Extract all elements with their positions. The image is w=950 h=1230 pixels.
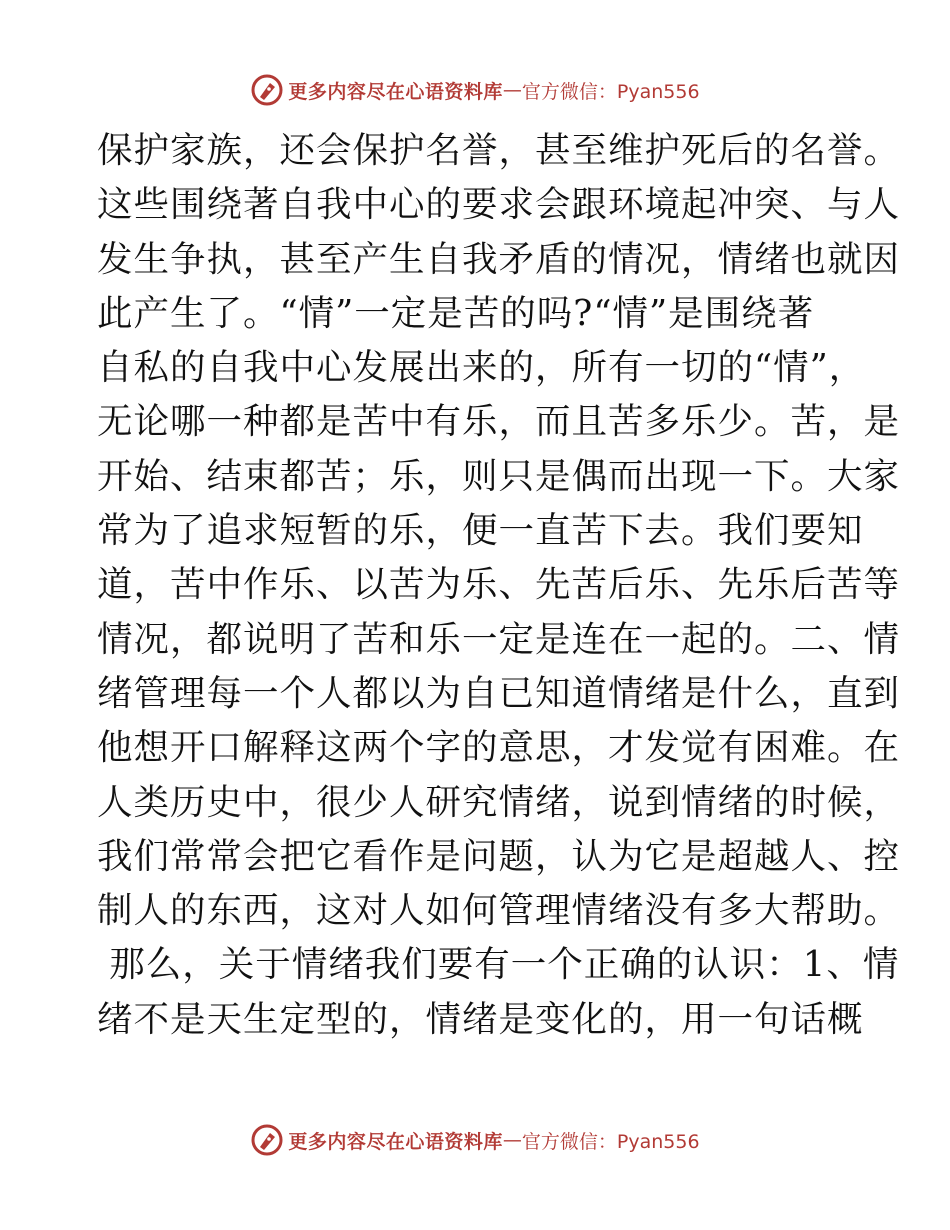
footer-wechat-text: 官方微信：Pyan556 [521, 1130, 700, 1153]
footer-brand-text: 更多内容尽在心语资料库 [288, 1130, 503, 1153]
text-line: 制人的东西，这对人如何管理情绪没有多大帮助。 [97, 890, 901, 932]
text-line: 保护家族，还会保护名誉，甚至维护死后的名誉。 [97, 130, 901, 171]
header-separator: — [502, 79, 522, 101]
text-line: 道，苦中作乐、以苦为乐、先苦后乐、先乐后苦等 [97, 564, 901, 606]
text-line: 人类历史中，很少人研究情绪，说到情绪的时候， [97, 781, 901, 823]
footer-separator: — [502, 1129, 522, 1151]
text-line: 发生争执，甚至产生自我矛盾的情况，情绪也就因 [97, 238, 901, 280]
pen-nib-logo-icon [250, 73, 284, 107]
text-line: 开始、结束都苦；乐，则只是偶而出现一下。大家 [97, 455, 901, 497]
text-line: 那么，关于情绪我们要有一个正确的认识：1、情 [97, 944, 900, 986]
header-wechat-text: 官方微信：Pyan556 [521, 80, 700, 103]
text-line: 我们常常会把它看作是问题，认为它是超越人、控 [97, 835, 901, 877]
pen-nib-logo-icon [250, 1123, 284, 1157]
text-line: 无论哪一种都是苦中有乐，而且苦多乐少。苦，是 [97, 401, 901, 443]
text-line: 他想开口解释这两个字的意思，才发觉有困难。在 [97, 727, 901, 769]
text-line: 此产生了。“情”一定是苦的吗?“情”是围绕著 [97, 292, 815, 334]
document-body [97, 124, 901, 1047]
text-line: 情况，都说明了苦和乐一定是连在一起的。二、情 [97, 618, 901, 660]
text-line: 常为了追求短暂的乐，便一直苦下去。我们要知 [97, 510, 864, 552]
text-line: 自私的自我中心发展出来的，所有一切的“情”， [97, 347, 866, 389]
text-line: 绪不是天生定型的，情绪是变化的，用一句话概 [97, 998, 864, 1040]
header-banner [0, 70, 950, 110]
text-line: 绪管理每一个人都以为自已知道情绪是什么，直到 [97, 672, 901, 714]
footer-banner [0, 1120, 950, 1160]
text-line: 这些围绕著自我中心的要求会跟环境起冲突、与人 [97, 184, 901, 226]
header-brand-text: 更多内容尽在心语资料库 [288, 80, 503, 103]
